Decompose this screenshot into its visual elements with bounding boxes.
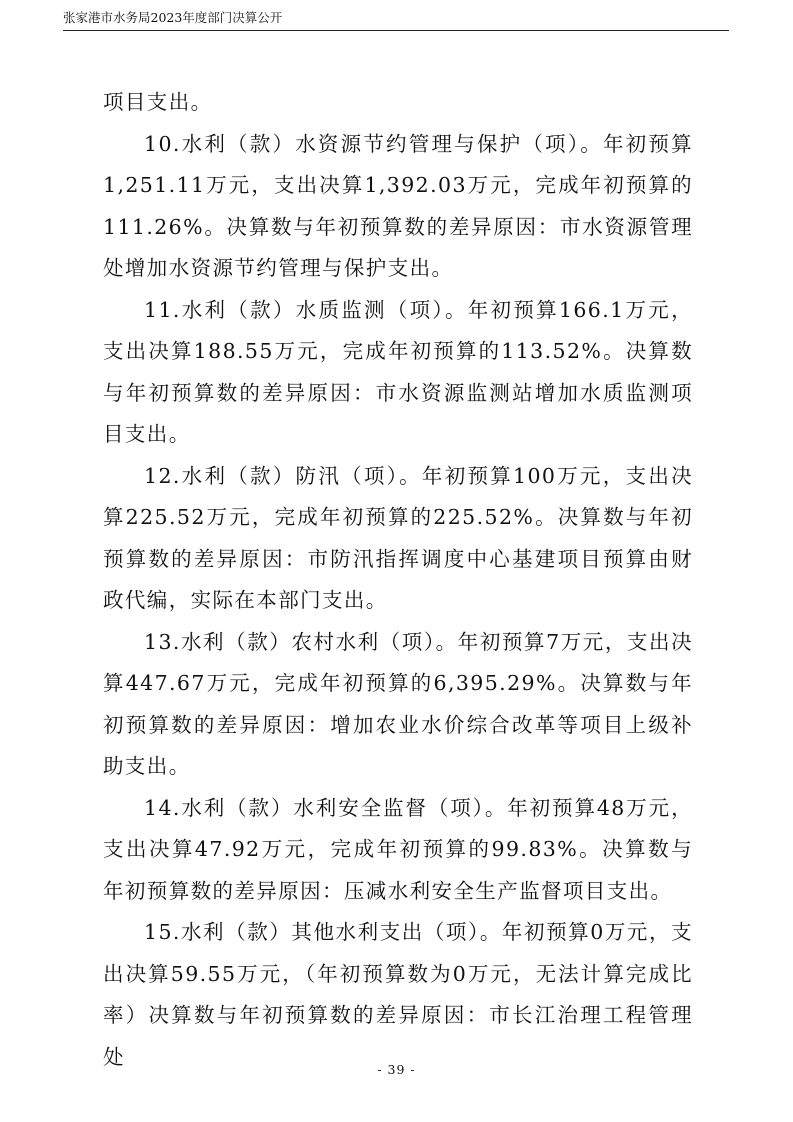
page-header bbox=[63, 6, 729, 31]
page-number: - 39 - bbox=[377, 1062, 416, 1077]
paragraph-item-14: 14.水利（款）水利安全监督（项）。年初预算48万元，支出决算47.92万元，完成年初预算的99.83%。决算数与年初预算数的差异原因：压减水利安全生产监督项目支出。 bbox=[103, 795, 693, 903]
paragraph-item-10: 10.水利（款）水资源节约管理与保护（项）。年初预算1,251.11万元，支出决算1,392.03万元，完成年初预算的111.26%。决算数与年初预算数的差异原因：市水资源管理处增加水资源节约管理与保护支出。 bbox=[103, 131, 693, 280]
paragraph-item-11: 11.水利（款）水质监测（项）。年初预算166.1万元，支出决算188.55万元，完成年初预算的113.52%。决算数与年初预算数的差异原因：市水资源监测站增加水质监测项目支出。 bbox=[103, 297, 693, 446]
header-title: 张家港市水务局2023年度部门决算公开 bbox=[63, 10, 283, 25]
paragraph-continuation: 项目支出。 bbox=[103, 90, 213, 114]
paragraph-item-12: 12.水利（款）防汛（项）。年初预算100万元，支出决算225.52万元，完成年初预算的225.52%。决算数与年初预算数的差异原因：市防汛指挥调度中心基建项目预算由财政代编，实际在本部门支出。 bbox=[103, 463, 693, 612]
document-body bbox=[103, 82, 693, 1078]
paragraph-item-15: 15.水利（款）其他水利支出（项）。年初预算0万元，支出决算59.55万元，（年初预算数为0万元，无法计算完成比率）决算数与年初预算数的差异原因：市长江治理工程管理处 bbox=[103, 920, 693, 1069]
paragraph-item-13: 13.水利（款）农村水利（项）。年初预算7万元，支出决算447.67万元，完成年初预算的6,395.29%。决算数与年初预算数的差异原因：增加农业水价综合改革等项目上级补助支出。 bbox=[103, 629, 693, 778]
